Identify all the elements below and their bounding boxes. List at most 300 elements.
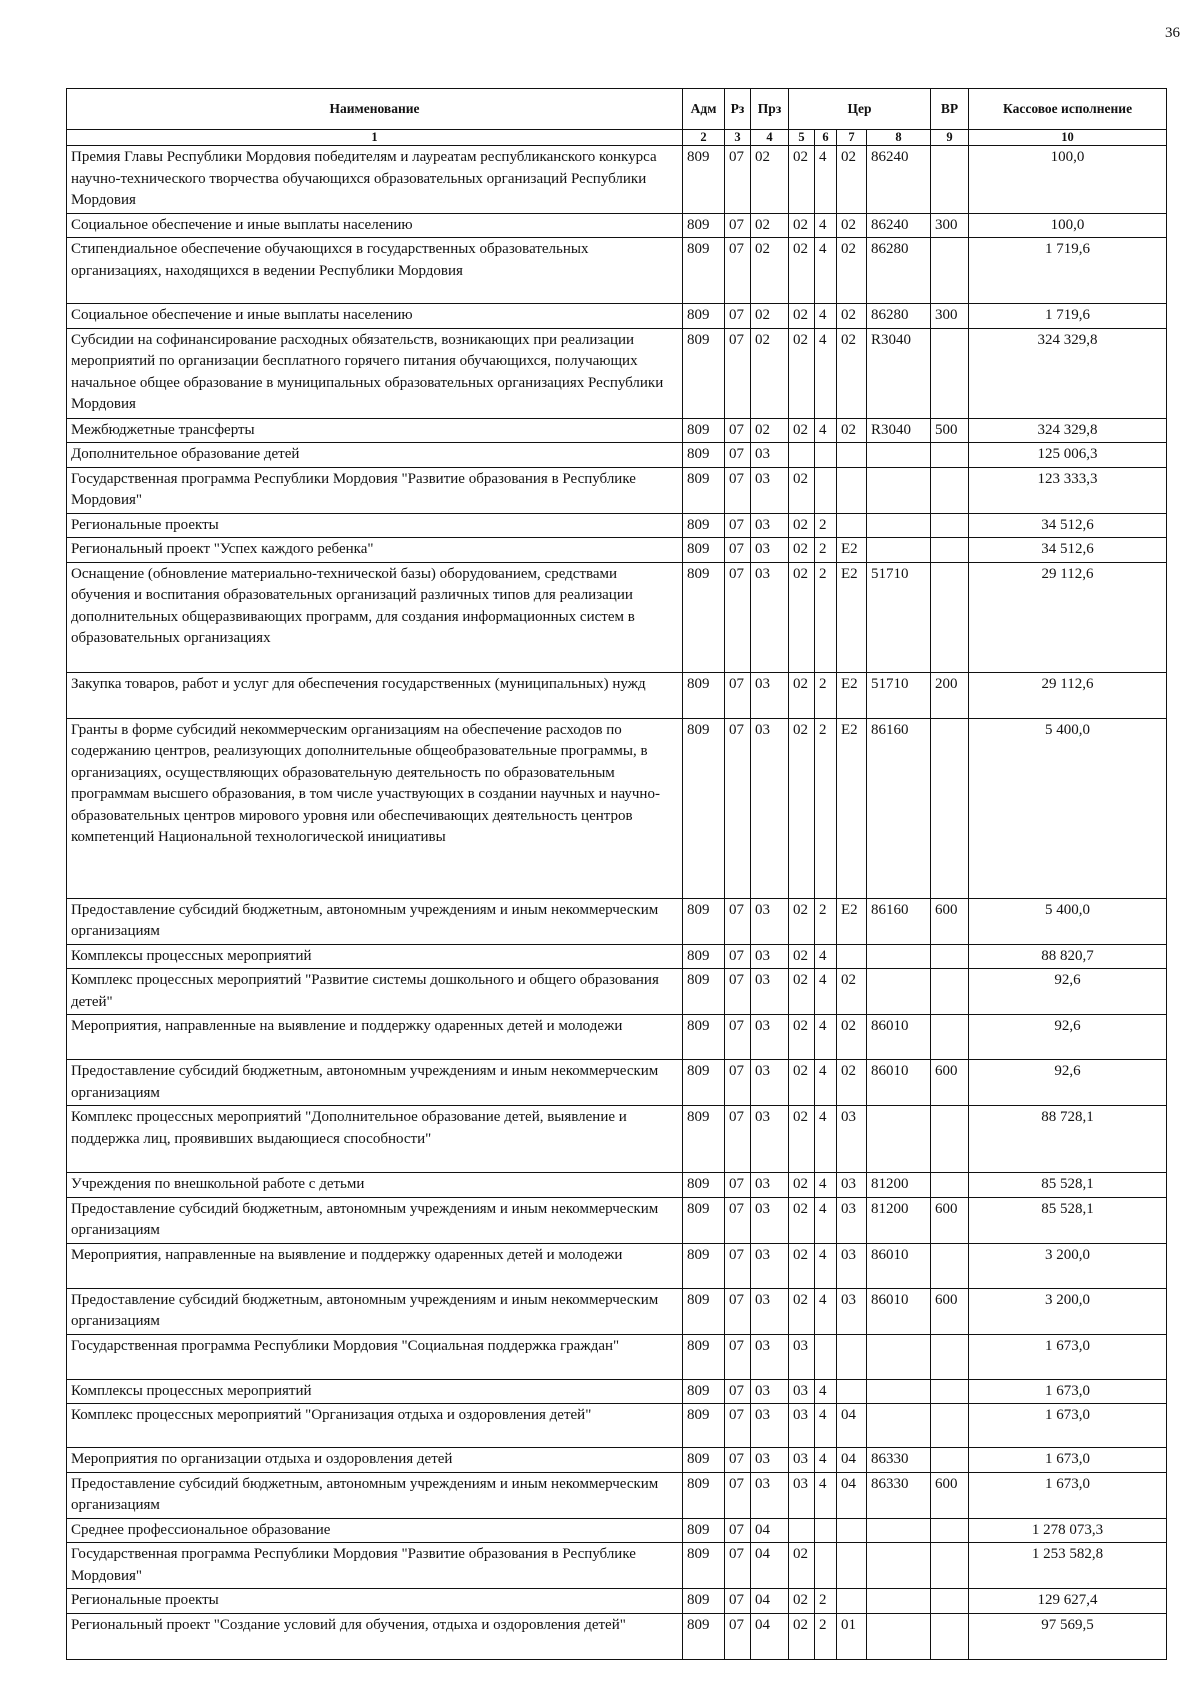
- row-rz: 07: [725, 1060, 751, 1106]
- row-amount: 1 673,0: [969, 1404, 1167, 1448]
- table-row: [67, 969, 1167, 1015]
- row-adm: 809: [683, 1448, 725, 1473]
- row-adm: 809: [683, 1472, 725, 1518]
- row-cer-6: 4: [815, 1448, 837, 1473]
- row-name: Предоставление субсидий бюджетным, автономным учреждениям и иным некоммерческим организациям: [67, 898, 683, 944]
- row-amount: 1 253 582,8: [969, 1543, 1167, 1589]
- header-row: [67, 89, 1167, 130]
- row-vr: [931, 467, 969, 513]
- row-amount: 88 728,1: [969, 1106, 1167, 1173]
- row-cer-8: [867, 513, 931, 538]
- table-row: [67, 1334, 1167, 1379]
- row-cer-6: 4: [815, 1015, 837, 1060]
- row-cer-5: 02: [789, 1613, 815, 1659]
- row-adm: 809: [683, 1543, 725, 1589]
- row-cer-7: [837, 467, 867, 513]
- row-rz: 07: [725, 513, 751, 538]
- row-rz: 07: [725, 562, 751, 672]
- row-vr: 300: [931, 304, 969, 329]
- row-name: Социальное обеспечение и иные выплаты населению: [67, 213, 683, 238]
- row-prz: 03: [751, 1379, 789, 1404]
- row-cer-5: 02: [789, 562, 815, 672]
- row-vr: 600: [931, 1197, 969, 1243]
- row-name: Мероприятия, направленные на выявление и поддержку одаренных детей и молодежи: [67, 1015, 683, 1060]
- row-prz: 02: [751, 328, 789, 418]
- row-cer-6: 2: [815, 562, 837, 672]
- row-rz: 07: [725, 1448, 751, 1473]
- row-cer-5: 02: [789, 718, 815, 898]
- row-cer-7: 02: [837, 1060, 867, 1106]
- row-prz: 02: [751, 238, 789, 304]
- row-vr: 600: [931, 898, 969, 944]
- row-rz: 07: [725, 328, 751, 418]
- table-row: [67, 443, 1167, 468]
- row-cer-8: 86010: [867, 1243, 931, 1288]
- column-number: 9: [931, 130, 969, 146]
- row-prz: 03: [751, 672, 789, 718]
- row-vr: [931, 718, 969, 898]
- column-number: 6: [815, 130, 837, 146]
- row-cer-8: 51710: [867, 672, 931, 718]
- column-number-row: [67, 130, 1167, 146]
- row-vr: [931, 1015, 969, 1060]
- row-vr: [931, 1173, 969, 1198]
- column-number: 1: [67, 130, 683, 146]
- row-name: Дополнительное образование детей: [67, 443, 683, 468]
- row-rz: 07: [725, 672, 751, 718]
- header-cer: Цер: [789, 89, 931, 130]
- row-vr: [931, 1334, 969, 1379]
- row-amount: 29 112,6: [969, 562, 1167, 672]
- column-number: 3: [725, 130, 751, 146]
- row-cer-5: 02: [789, 1589, 815, 1614]
- row-cer-5: 02: [789, 1243, 815, 1288]
- row-amount: 1 719,6: [969, 238, 1167, 304]
- row-vr: [931, 238, 969, 304]
- row-name: Региональные проекты: [67, 513, 683, 538]
- row-name: Оснащение (обновление материально-технической базы) оборудованием, средствами обучения и воспитания образовательных организаций различных типов для реализации дополнительных общеразвивающих программ, для создания информационных систем в образовательных организациях: [67, 562, 683, 672]
- row-cer-8: [867, 1379, 931, 1404]
- row-rz: 07: [725, 1197, 751, 1243]
- row-name: Среднее профессиональное образование: [67, 1518, 683, 1543]
- row-amount: 3 200,0: [969, 1288, 1167, 1334]
- row-name: Стипендиальное обеспечение обучающихся в государственных образовательных организациях, находящихся в ведении Республики Мордовия: [67, 238, 683, 304]
- row-cer-8: [867, 969, 931, 1015]
- row-cer-5: 02: [789, 1288, 815, 1334]
- row-vr: [931, 1106, 969, 1173]
- row-prz: 03: [751, 1448, 789, 1473]
- row-name: Комплекс процессных мероприятий "Организация отдыха и оздоровления детей": [67, 1404, 683, 1448]
- row-vr: 300: [931, 213, 969, 238]
- row-cer-6: 2: [815, 898, 837, 944]
- row-cer-5: 02: [789, 513, 815, 538]
- row-cer-6: 2: [815, 672, 837, 718]
- row-rz: 07: [725, 718, 751, 898]
- row-adm: 809: [683, 944, 725, 969]
- row-rz: 07: [725, 1543, 751, 1589]
- row-cer-7: [837, 513, 867, 538]
- row-cer-8: [867, 1589, 931, 1614]
- row-adm: 809: [683, 1060, 725, 1106]
- row-cer-7: [837, 443, 867, 468]
- row-vr: [931, 562, 969, 672]
- row-cer-6: 4: [815, 969, 837, 1015]
- row-cer-5: 02: [789, 1543, 815, 1589]
- row-adm: 809: [683, 1197, 725, 1243]
- row-amount: 125 006,3: [969, 443, 1167, 468]
- row-adm: 809: [683, 1015, 725, 1060]
- row-rz: 07: [725, 898, 751, 944]
- row-rz: 07: [725, 538, 751, 563]
- table-row: [67, 898, 1167, 944]
- row-rz: 07: [725, 213, 751, 238]
- row-cer-6: 2: [815, 1589, 837, 1614]
- row-cer-6: 4: [815, 213, 837, 238]
- row-adm: 809: [683, 1243, 725, 1288]
- row-cer-5: 03: [789, 1472, 815, 1518]
- row-cer-6: 4: [815, 328, 837, 418]
- row-cer-8: [867, 1543, 931, 1589]
- row-amount: 1 673,0: [969, 1379, 1167, 1404]
- row-prz: 02: [751, 418, 789, 443]
- row-amount: 34 512,6: [969, 538, 1167, 563]
- row-cer-6: 4: [815, 1379, 837, 1404]
- row-adm: 809: [683, 898, 725, 944]
- row-rz: 07: [725, 1613, 751, 1659]
- row-adm: 809: [683, 238, 725, 304]
- row-name: Субсидии на софинансирование расходных обязательств, возникающих при реализации мероприятий по организации бесплатного горячего питания обучающихся, получающих начальное общее образование в муниципальных образовательных организациях Республики Мордовия: [67, 328, 683, 418]
- row-cer-8: 81200: [867, 1173, 931, 1198]
- row-prz: 03: [751, 1288, 789, 1334]
- row-cer-7: 03: [837, 1288, 867, 1334]
- row-cer-7: 01: [837, 1613, 867, 1659]
- row-prz: 02: [751, 304, 789, 329]
- row-cer-6: 4: [815, 1243, 837, 1288]
- column-number: 10: [969, 130, 1167, 146]
- row-cer-7: [837, 1379, 867, 1404]
- table-body: [67, 146, 1167, 1660]
- row-cer-7: 02: [837, 304, 867, 329]
- table-row: [67, 1060, 1167, 1106]
- row-cer-8: 86240: [867, 146, 931, 214]
- row-cer-7: 02: [837, 146, 867, 214]
- table-row: [67, 1543, 1167, 1589]
- page-number: 36: [1165, 25, 1180, 41]
- column-number: 8: [867, 130, 931, 146]
- row-cer-7: [837, 1518, 867, 1543]
- row-vr: 600: [931, 1472, 969, 1518]
- row-name: Межбюджетные трансферты: [67, 418, 683, 443]
- row-adm: 809: [683, 213, 725, 238]
- row-cer-5: 03: [789, 1379, 815, 1404]
- row-cer-8: [867, 467, 931, 513]
- row-amount: 88 820,7: [969, 944, 1167, 969]
- row-amount: 85 528,1: [969, 1173, 1167, 1198]
- row-cer-6: 2: [815, 718, 837, 898]
- row-adm: 809: [683, 1173, 725, 1198]
- row-rz: 07: [725, 1379, 751, 1404]
- row-rz: 07: [725, 944, 751, 969]
- row-adm: 809: [683, 418, 725, 443]
- row-cer-5: 02: [789, 1015, 815, 1060]
- row-adm: 809: [683, 304, 725, 329]
- row-cer-6: [815, 1334, 837, 1379]
- row-vr: [931, 1613, 969, 1659]
- row-cer-7: E2: [837, 718, 867, 898]
- row-cer-6: 4: [815, 146, 837, 214]
- table-row: [67, 1613, 1167, 1659]
- row-amount: 1 719,6: [969, 304, 1167, 329]
- row-adm: 809: [683, 1613, 725, 1659]
- row-amount: 29 112,6: [969, 672, 1167, 718]
- row-vr: [931, 1448, 969, 1473]
- row-cer-7: 02: [837, 238, 867, 304]
- table-row: [67, 304, 1167, 329]
- table-row: [67, 538, 1167, 563]
- row-cer-7: 03: [837, 1243, 867, 1288]
- row-name: Премия Главы Республики Мордовия победителям и лауреатам республиканского конкурса научно-технического творчества обучающихся образовательных организаций Республики Мордовия: [67, 146, 683, 214]
- row-vr: [931, 146, 969, 214]
- row-prz: 02: [751, 213, 789, 238]
- row-amount: 1 673,0: [969, 1448, 1167, 1473]
- row-cer-5: 03: [789, 1404, 815, 1448]
- row-prz: 03: [751, 1197, 789, 1243]
- row-name: Региональные проекты: [67, 1589, 683, 1614]
- row-cer-8: [867, 443, 931, 468]
- row-cer-8: 51710: [867, 562, 931, 672]
- row-prz: 03: [751, 1243, 789, 1288]
- row-cer-5: 02: [789, 213, 815, 238]
- header-name: Наименование: [67, 89, 683, 130]
- row-prz: 02: [751, 146, 789, 214]
- row-vr: [931, 1589, 969, 1614]
- row-cer-6: 4: [815, 1106, 837, 1173]
- row-prz: 03: [751, 1106, 789, 1173]
- row-name: Мероприятия по организации отдыха и оздоровления детей: [67, 1448, 683, 1473]
- row-prz: 04: [751, 1613, 789, 1659]
- row-cer-5: 02: [789, 238, 815, 304]
- row-rz: 07: [725, 1015, 751, 1060]
- table-row: [67, 1015, 1167, 1060]
- row-rz: 07: [725, 1243, 751, 1288]
- row-adm: 809: [683, 443, 725, 468]
- row-amount: 97 569,5: [969, 1613, 1167, 1659]
- row-rz: 07: [725, 304, 751, 329]
- header-vr: ВР: [931, 89, 969, 130]
- row-cer-7: E2: [837, 538, 867, 563]
- table-row: [67, 418, 1167, 443]
- row-amount: 92,6: [969, 1060, 1167, 1106]
- row-vr: [931, 1543, 969, 1589]
- row-cer-8: 86010: [867, 1015, 931, 1060]
- row-name: Комплексы процессных мероприятий: [67, 944, 683, 969]
- table-row: [67, 1379, 1167, 1404]
- table-row: [67, 513, 1167, 538]
- row-rz: 07: [725, 1472, 751, 1518]
- row-adm: 809: [683, 328, 725, 418]
- row-cer-8: 86010: [867, 1288, 931, 1334]
- row-vr: [931, 944, 969, 969]
- row-cer-6: 2: [815, 1613, 837, 1659]
- table-row: [67, 1448, 1167, 1473]
- row-cer-5: 03: [789, 1334, 815, 1379]
- row-prz: 03: [751, 718, 789, 898]
- row-cer-8: [867, 944, 931, 969]
- row-name: Государственная программа Республики Мордовия "Развитие образования в Республике Мордовия": [67, 1543, 683, 1589]
- row-cer-6: [815, 1518, 837, 1543]
- row-cer-6: [815, 467, 837, 513]
- row-adm: 809: [683, 718, 725, 898]
- table-row: [67, 718, 1167, 898]
- table-row: [67, 1173, 1167, 1198]
- row-cer-5: 02: [789, 969, 815, 1015]
- row-cer-7: 03: [837, 1173, 867, 1198]
- row-name: Государственная программа Республики Мордовия "Развитие образования в Республике Мордовия": [67, 467, 683, 513]
- row-amount: 100,0: [969, 213, 1167, 238]
- row-cer-6: 2: [815, 513, 837, 538]
- row-cer-7: 03: [837, 1197, 867, 1243]
- row-name: Комплекс процессных мероприятий "Развитие системы дошкольного и общего образования детей": [67, 969, 683, 1015]
- row-cer-5: [789, 1518, 815, 1543]
- row-cer-8: 86330: [867, 1448, 931, 1473]
- row-name: Региональный проект "Успех каждого ребенка": [67, 538, 683, 563]
- row-adm: 809: [683, 513, 725, 538]
- row-name: Закупка товаров, работ и услуг для обеспечения государственных (муниципальных) нужд: [67, 672, 683, 718]
- row-prz: 03: [751, 898, 789, 944]
- row-name: Социальное обеспечение и иные выплаты населению: [67, 304, 683, 329]
- row-cer-8: 86240: [867, 213, 931, 238]
- row-rz: 07: [725, 146, 751, 214]
- row-cer-7: 03: [837, 1106, 867, 1173]
- row-prz: 03: [751, 467, 789, 513]
- row-amount: 324 329,8: [969, 328, 1167, 418]
- header-rz: Рз: [725, 89, 751, 130]
- table-row: [67, 562, 1167, 672]
- row-rz: 07: [725, 443, 751, 468]
- row-cer-6: 4: [815, 238, 837, 304]
- row-cer-5: 02: [789, 1173, 815, 1198]
- row-cer-8: 86280: [867, 238, 931, 304]
- row-prz: 03: [751, 944, 789, 969]
- row-adm: 809: [683, 969, 725, 1015]
- row-cer-8: [867, 538, 931, 563]
- budget-execution-table: [66, 88, 1167, 1660]
- row-cer-8: [867, 1518, 931, 1543]
- row-rz: 07: [725, 1288, 751, 1334]
- row-vr: [931, 443, 969, 468]
- row-prz: 03: [751, 1404, 789, 1448]
- row-cer-6: 4: [815, 1472, 837, 1518]
- row-cer-5: 02: [789, 1106, 815, 1173]
- row-rz: 07: [725, 1518, 751, 1543]
- table-row: [67, 146, 1167, 214]
- table-row: [67, 238, 1167, 304]
- row-cer-8: [867, 1334, 931, 1379]
- row-rz: 07: [725, 238, 751, 304]
- row-amount: 129 627,4: [969, 1589, 1167, 1614]
- row-cer-7: 02: [837, 213, 867, 238]
- row-cer-5: 02: [789, 467, 815, 513]
- table-row: [67, 672, 1167, 718]
- row-adm: 809: [683, 467, 725, 513]
- row-prz: 03: [751, 969, 789, 1015]
- header-adm: Адм: [683, 89, 725, 130]
- row-adm: 809: [683, 538, 725, 563]
- row-amount: 92,6: [969, 969, 1167, 1015]
- row-cer-5: 02: [789, 304, 815, 329]
- row-prz: 03: [751, 562, 789, 672]
- column-number: 5: [789, 130, 815, 146]
- row-cer-5: 02: [789, 898, 815, 944]
- row-vr: [931, 969, 969, 1015]
- row-vr: [931, 1404, 969, 1448]
- row-cer-8: [867, 1404, 931, 1448]
- row-cer-7: [837, 1543, 867, 1589]
- row-cer-5: 02: [789, 1197, 815, 1243]
- row-name: Предоставление субсидий бюджетным, автономным учреждениям и иным некоммерческим организациям: [67, 1472, 683, 1518]
- row-cer-7: 04: [837, 1404, 867, 1448]
- row-cer-6: [815, 443, 837, 468]
- row-amount: 1 278 073,3: [969, 1518, 1167, 1543]
- row-cer-7: E2: [837, 562, 867, 672]
- row-name: Предоставление субсидий бюджетным, автономным учреждениям и иным некоммерческим организациям: [67, 1288, 683, 1334]
- row-adm: 809: [683, 1106, 725, 1173]
- table-row: [67, 328, 1167, 418]
- row-name: Предоставление субсидий бюджетным, автономным учреждениям и иным некоммерческим организациям: [67, 1060, 683, 1106]
- row-rz: 07: [725, 1334, 751, 1379]
- row-cer-8: 81200: [867, 1197, 931, 1243]
- row-amount: 34 512,6: [969, 513, 1167, 538]
- row-rz: 07: [725, 1173, 751, 1198]
- row-cer-7: 02: [837, 969, 867, 1015]
- row-vr: [931, 513, 969, 538]
- row-name: Учреждения по внешкольной работе с детьми: [67, 1173, 683, 1198]
- row-prz: 03: [751, 1060, 789, 1106]
- row-rz: 07: [725, 418, 751, 443]
- row-cer-5: 03: [789, 1448, 815, 1473]
- table-row: [67, 1106, 1167, 1173]
- table-row: [67, 1472, 1167, 1518]
- row-name: Гранты в форме субсидий некоммерческим организациям на обеспечение расходов по содержанию центров, реализующих дополнительные общеобразовательные программы, в организациях, осуществляющих образовательную деятельность по образовательным программам высшего образования, в том числе участвующих в создании научных и научно-образовательных центров мирового уровня или обеспечивающих деятельность центров компетенций Национальной технологической инициативы: [67, 718, 683, 898]
- row-vr: 600: [931, 1060, 969, 1106]
- row-name: Комплекс процессных мероприятий "Дополнительное образование детей, выявление и поддержка лиц, проявивших выдающиеся способности": [67, 1106, 683, 1173]
- row-cer-5: [789, 443, 815, 468]
- table-row: [67, 944, 1167, 969]
- row-cer-6: 4: [815, 944, 837, 969]
- row-cer-5: 02: [789, 538, 815, 563]
- row-cer-6: 4: [815, 1288, 837, 1334]
- row-cer-7: [837, 944, 867, 969]
- row-name: Комплексы процессных мероприятий: [67, 1379, 683, 1404]
- row-amount: 1 673,0: [969, 1472, 1167, 1518]
- row-prz: 03: [751, 538, 789, 563]
- row-amount: 123 333,3: [969, 467, 1167, 513]
- row-name: Предоставление субсидий бюджетным, автономным учреждениям и иным некоммерческим организациям: [67, 1197, 683, 1243]
- row-adm: 809: [683, 146, 725, 214]
- row-adm: 809: [683, 672, 725, 718]
- row-vr: [931, 328, 969, 418]
- row-cer-7: 02: [837, 328, 867, 418]
- row-cer-8: 86330: [867, 1472, 931, 1518]
- row-prz: 03: [751, 513, 789, 538]
- row-rz: 07: [725, 969, 751, 1015]
- table-row: [67, 1288, 1167, 1334]
- row-cer-8: 86280: [867, 304, 931, 329]
- row-cer-7: 04: [837, 1472, 867, 1518]
- row-cer-7: 04: [837, 1448, 867, 1473]
- row-amount: 5 400,0: [969, 718, 1167, 898]
- row-cer-7: E2: [837, 672, 867, 718]
